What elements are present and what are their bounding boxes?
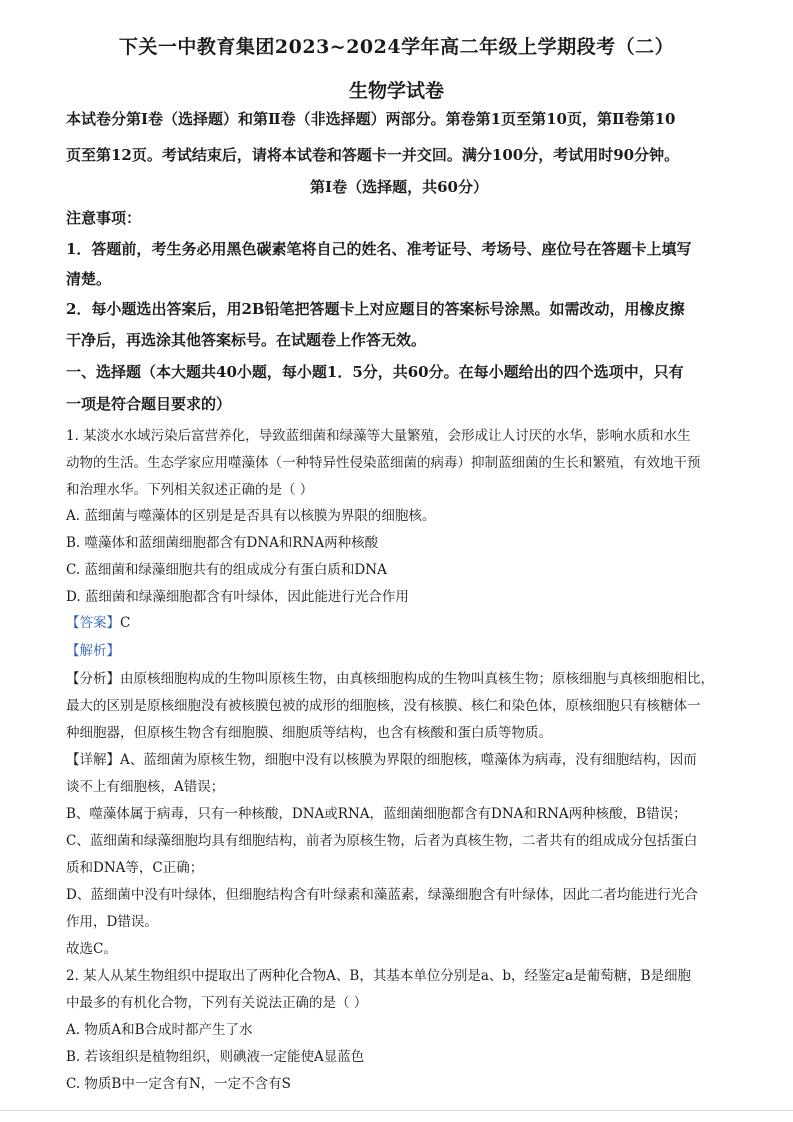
- note-2-line-1: 2．每小题选出答案后，用2B铅笔把答题卡上对应题目的答案标号涂黑。如需改动，用橡皮擦: [66, 300, 685, 318]
- q1-conclusion: 故选C。: [66, 941, 117, 957]
- part-heading-line-1: 一、选择题（本大题共40小题，每小题1．5分，共60分。在每小题给出的四个选项中，只有: [66, 363, 684, 381]
- answer-tag: 【答案】: [66, 615, 120, 631]
- note-1-line-2: 清楚。: [66, 270, 112, 288]
- page-bottom-rule: [0, 1110, 793, 1111]
- q1-fenxi-line-2: 最大的区别是原核细胞没有被核膜包被的成形的细胞核，没有核膜、核仁和染色体，原核细胞只有核糖体一: [66, 698, 701, 714]
- intro-line-1: 本试卷分第Ⅰ卷（选择题）和第Ⅱ卷（非选择题）两部分。第卷第1页至第10页，第Ⅱ卷第10: [66, 110, 676, 128]
- q1-xiangjie-line-1: 【详解】A、蓝细菌为原核生物，细胞中没有以核膜为界限的细胞核，噬藻体为病毒，没有细胞结构，因而: [66, 752, 697, 768]
- q2-option-a: A. 物质A和B合成时都产生了水: [66, 1022, 253, 1038]
- q1-option-a: A. 蓝细菌与噬藻体的区别是是否具有以核膜为界限的细胞核。: [66, 508, 436, 524]
- q1-xiangjie-line-4: C、蓝细菌和绿藻细胞均具有细胞结构，前者为原核生物，后者为真核生物，二者共有的组成成分包括蛋白: [66, 833, 698, 849]
- q1-xiangjie-line-5: 质和DNA等，C正确；: [66, 860, 204, 876]
- q1-option-b: B. 噬藻体和蓝细菌细胞都含有DNA和RNA两种核酸: [66, 535, 379, 551]
- q2-stem-line-1: 2. 某人从某生物组织中提取出了两种化合物A、B，其基本单位分别是a、b，经鉴定a是葡萄糖，B是细胞: [66, 968, 691, 984]
- q1-fenxi-line-1: 【分析】由原核细胞构成的生物叫原核生物，由真核细胞构成的生物叫真核生物；原核细胞与真核细胞相比，: [66, 671, 714, 687]
- q2-option-b: B. 若该组织是植物组织，则碘液一定能使A显蓝色: [66, 1049, 365, 1065]
- q1-xiangjie-line-6: D、蓝细菌中没有叶绿体，但细胞结构含有叶绿素和藻蓝素，绿藻细胞含有叶绿体，因此二者均能进行光合: [66, 887, 698, 903]
- exam-title: 下关一中教育集团2023~2024学年高二年级上学期段考（二）: [118, 36, 675, 58]
- note-1-line-1: 1．答题前，考生务必用黑色碳素笔将自己的姓名、准考证号、考场号、座位号在答题卡上填写: [66, 240, 692, 258]
- q1-stem-line-2: 动物的生活。生态学家应用噬藻体（一种特异性侵染蓝细菌的病毒）抑制蓝细菌的生长和繁殖，有效地干预: [66, 455, 701, 471]
- q1-stem-line-3: 和治理水华。下列相关叙述正确的是（ ）: [66, 482, 314, 498]
- note-2-line-2: 干净后，再选涂其他答案标号。在试题卷上作答无效。: [66, 331, 427, 349]
- answer-value: C: [120, 615, 131, 631]
- q2-option-c: C. 物质B中一定含有N，一定不含有S: [66, 1076, 291, 1092]
- notes-title: 注意事项：: [66, 209, 142, 227]
- intro-line-2: 页至第12页。考试结束后，请将本试卷和答题卡一并交回。满分100分，考试用时90分钟。: [66, 146, 680, 164]
- q1-answer: [66, 611, 732, 631]
- analysis-tag: 【解析】: [66, 643, 120, 659]
- q1-option-c: C. 蓝细菌和绿藻细胞共有的组成成分有蛋白质和DNA: [66, 562, 387, 578]
- q1-fenxi-line-3: 种细胞器，但原核生物含有细胞膜、细胞质等结构，也含有核酸和蛋白质等物质。: [66, 725, 552, 741]
- part-heading-line-2: 一项是符合题目要求的）: [66, 395, 232, 413]
- exam-subtitle: 生物学试卷: [348, 80, 444, 102]
- q1-stem-line-1: 1. 某淡水水域污染后富营养化，导致蓝细菌和绿藻等大量繁殖，会形成让人讨厌的水华，影响水质和水生: [66, 428, 691, 444]
- q2-stem-line-2: 中最多的有机化合物，下列有关说法正确的是（ ）: [66, 995, 368, 1011]
- section-heading: 第Ⅰ卷（选择题，共60分）: [310, 178, 488, 196]
- q1-xiangjie-line-2: 谈不上有细胞核，A错误；: [66, 779, 225, 795]
- q1-xiangjie-line-3: B、噬藻体属于病毒，只有一种核酸，DNA或RNA，蓝细菌细胞都含有DNA和RNA两种核酸，B错误；: [66, 806, 687, 822]
- q1-xiangjie-line-7: 作用，D错误。: [66, 914, 158, 930]
- q1-option-d: D. 蓝细菌和绿藻细胞都含有叶绿体，因此能进行光合作用: [66, 589, 409, 605]
